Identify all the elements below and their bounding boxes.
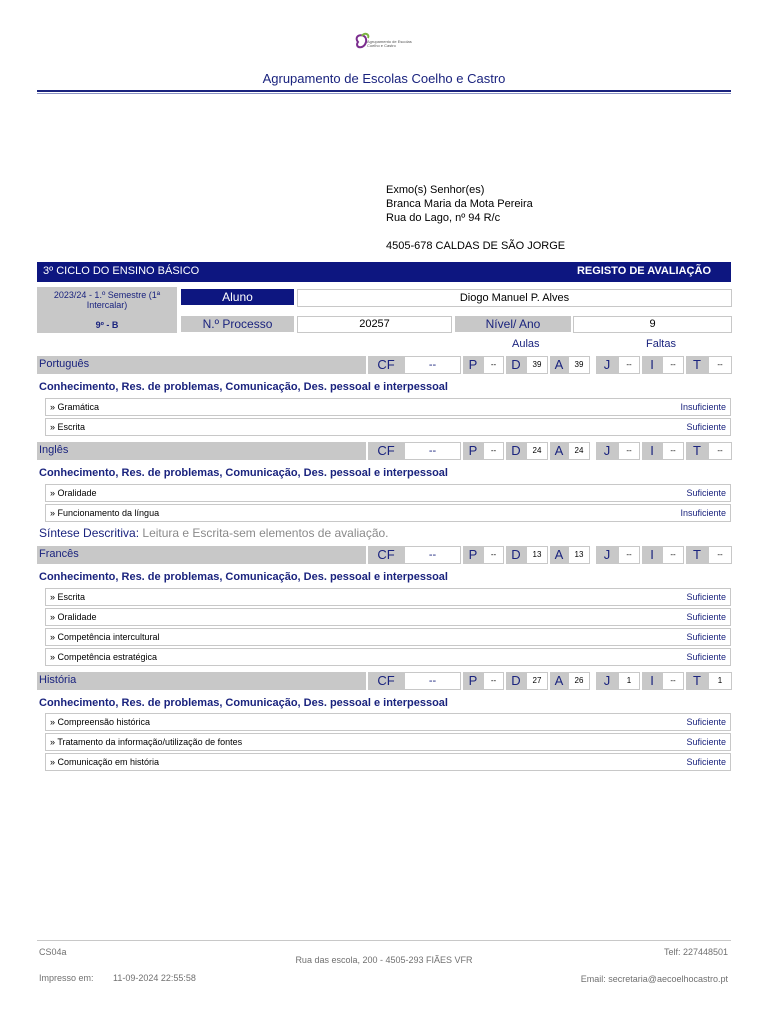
item-label: » Tratamento da informação/utilização de fontes bbox=[50, 737, 243, 747]
p-value: -- bbox=[483, 546, 504, 564]
address-salutation: Exmo(s) Senhor(es) bbox=[386, 184, 485, 196]
d-label: D bbox=[506, 356, 526, 374]
aluno-label: Aluno bbox=[181, 289, 294, 305]
list-item bbox=[45, 398, 731, 416]
j-label: J bbox=[596, 442, 618, 460]
subject-row bbox=[37, 546, 732, 564]
t-value: -- bbox=[708, 356, 732, 374]
item-label: » Escrita bbox=[50, 592, 86, 602]
p-label: P bbox=[463, 356, 483, 374]
item-label: » Funcionamento da língua bbox=[50, 508, 160, 518]
p-label: P bbox=[463, 546, 483, 564]
cf-value: -- bbox=[404, 356, 461, 374]
d-label: D bbox=[506, 672, 526, 690]
j-value: 1 bbox=[618, 672, 640, 690]
header-band bbox=[37, 262, 731, 282]
form-code: CS04a bbox=[39, 947, 67, 957]
nivel-value: 9 bbox=[573, 316, 732, 333]
j-value: -- bbox=[618, 356, 640, 374]
subject-name: Português bbox=[37, 356, 366, 374]
item-grade: Insuficiente bbox=[680, 508, 726, 518]
subject-name: Inglês bbox=[37, 442, 366, 460]
address-name: Branca Maria da Mota Pereira bbox=[386, 198, 533, 210]
cf-label: CF bbox=[368, 356, 404, 374]
item-grade: Suficiente bbox=[686, 757, 726, 767]
i-value: -- bbox=[662, 442, 684, 460]
period-box bbox=[37, 287, 177, 333]
subject-row bbox=[37, 356, 732, 374]
cf-label: CF bbox=[368, 546, 404, 564]
d-value: 24 bbox=[526, 442, 548, 460]
item-label: » Comunicação em história bbox=[50, 757, 160, 767]
item-grade: Suficiente bbox=[686, 422, 726, 432]
d-value: 27 bbox=[526, 672, 548, 690]
competence-heading: Conhecimento, Res. de problemas, Comunicação, Des. pessoal e interpessoal bbox=[39, 697, 448, 709]
item-grade: Suficiente bbox=[686, 737, 726, 747]
title-rule bbox=[37, 90, 731, 92]
i-label: I bbox=[642, 546, 662, 564]
p-value: -- bbox=[483, 672, 504, 690]
footer-rule bbox=[37, 940, 731, 941]
competence-heading: Conhecimento, Res. de problemas, Comunicação, Des. pessoal e interpessoal bbox=[39, 381, 448, 393]
a-value: 39 bbox=[568, 356, 590, 374]
address-street: Rua do Lago, nº 94 R/c bbox=[386, 212, 501, 224]
class-text: 9º - B bbox=[95, 320, 119, 330]
cycle-label: 3º CICLO DO ENSINO BÁSICO bbox=[43, 265, 200, 277]
i-value: -- bbox=[662, 546, 684, 564]
item-grade: Suficiente bbox=[686, 632, 726, 642]
i-label: I bbox=[642, 442, 662, 460]
footer-phone: Telf: 227448501 bbox=[663, 947, 728, 957]
competence-heading: Conhecimento, Res. de problemas, Comunicação, Des. pessoal e interpessoal bbox=[39, 467, 448, 479]
item-grade: Suficiente bbox=[686, 717, 726, 727]
a-label: A bbox=[550, 356, 568, 374]
subject-row bbox=[37, 442, 732, 460]
report-label: REGISTO DE AVALIAÇÃO bbox=[576, 265, 711, 277]
item-label: » Gramática bbox=[50, 402, 100, 412]
list-item bbox=[45, 733, 731, 751]
i-label: I bbox=[642, 672, 662, 690]
item-grade: Insuficiente bbox=[680, 402, 726, 412]
descriptive-summary bbox=[39, 526, 389, 540]
aluno-name: Diogo Manuel P. Alves bbox=[297, 289, 732, 307]
school-title: Agrupamento de Escolas Coelho e Castro bbox=[262, 71, 506, 86]
item-grade: Suficiente bbox=[686, 652, 726, 662]
d-label: D bbox=[506, 546, 526, 564]
t-label: T bbox=[686, 442, 708, 460]
t-label: T bbox=[686, 672, 708, 690]
t-value: -- bbox=[708, 546, 732, 564]
item-label: » Competência estratégica bbox=[50, 652, 158, 662]
list-item bbox=[45, 504, 731, 522]
period-text: 2023/24 - 1.º Semestre (1ª Intercalar) bbox=[53, 290, 161, 310]
a-label: A bbox=[550, 442, 568, 460]
logo-text: Agrupamento de Escolas Coelho e Castro bbox=[367, 39, 412, 48]
list-item bbox=[45, 418, 731, 436]
summary-label: Síntese Descritiva: bbox=[39, 526, 140, 540]
cf-label: CF bbox=[368, 672, 404, 690]
item-label: » Compreensão histórica bbox=[50, 717, 151, 727]
j-label: J bbox=[596, 672, 618, 690]
item-grade: Suficiente bbox=[686, 488, 726, 498]
t-value: 1 bbox=[708, 672, 732, 690]
list-item bbox=[45, 713, 731, 731]
d-value: 39 bbox=[526, 356, 548, 374]
i-label: I bbox=[642, 356, 662, 374]
recipient-address bbox=[386, 183, 565, 253]
faltas-header: Faltas bbox=[646, 338, 676, 350]
item-label: » Oralidade bbox=[50, 612, 97, 622]
list-item bbox=[45, 753, 731, 771]
list-item bbox=[45, 608, 731, 626]
d-value: 13 bbox=[526, 546, 548, 564]
a-label: A bbox=[550, 546, 568, 564]
j-value: -- bbox=[618, 546, 640, 564]
cf-value: -- bbox=[404, 546, 461, 564]
j-label: J bbox=[596, 546, 618, 564]
p-label: P bbox=[463, 672, 483, 690]
subject-name: História bbox=[37, 672, 366, 690]
list-item bbox=[45, 484, 731, 502]
processo-label: N.º Processo bbox=[181, 316, 294, 332]
t-value: -- bbox=[708, 442, 732, 460]
p-label: P bbox=[463, 442, 483, 460]
summary-text: Leitura e Escrita-sem elementos de avaliação. bbox=[142, 526, 389, 540]
a-value: 13 bbox=[568, 546, 590, 564]
list-item bbox=[45, 648, 731, 666]
a-value: 24 bbox=[568, 442, 590, 460]
list-item bbox=[45, 628, 731, 646]
i-value: -- bbox=[662, 672, 684, 690]
processo-value: 20257 bbox=[297, 316, 452, 333]
item-grade: Suficiente bbox=[686, 592, 726, 602]
j-label: J bbox=[596, 356, 618, 374]
item-label: » Oralidade bbox=[50, 488, 97, 498]
d-label: D bbox=[506, 442, 526, 460]
competence-heading: Conhecimento, Res. de problemas, Comunicação, Des. pessoal e interpessoal bbox=[39, 571, 448, 583]
cf-value: -- bbox=[404, 442, 461, 460]
item-label: » Competência intercultural bbox=[50, 632, 160, 642]
p-value: -- bbox=[483, 442, 504, 460]
title-rule-thin bbox=[37, 93, 731, 94]
cf-value: -- bbox=[404, 672, 461, 690]
footer-email: Email: secretaria@aecoelhocastro.pt bbox=[580, 974, 728, 984]
t-label: T bbox=[686, 546, 708, 564]
item-label: » Escrita bbox=[50, 422, 86, 432]
printed-label: Impresso em: bbox=[39, 973, 94, 983]
j-value: -- bbox=[618, 442, 640, 460]
a-value: 26 bbox=[568, 672, 590, 690]
nivel-label: Nível/ Ano bbox=[455, 316, 571, 332]
subject-name: Francês bbox=[37, 546, 366, 564]
footer-address: Rua das escola, 200 - 4505-293 FIÃES VFR bbox=[295, 955, 473, 965]
subject-row bbox=[37, 672, 732, 690]
item-grade: Suficiente bbox=[686, 612, 726, 622]
a-label: A bbox=[550, 672, 568, 690]
t-label: T bbox=[686, 356, 708, 374]
printed-date: 11-09-2024 22:55:58 bbox=[113, 973, 196, 983]
aulas-header: Aulas bbox=[512, 338, 540, 350]
list-item bbox=[45, 588, 731, 606]
address-postal: 4505-678 CALDAS DE SÃO JORGE bbox=[386, 240, 566, 252]
i-value: -- bbox=[662, 356, 684, 374]
cf-label: CF bbox=[368, 442, 404, 460]
p-value: -- bbox=[483, 356, 504, 374]
